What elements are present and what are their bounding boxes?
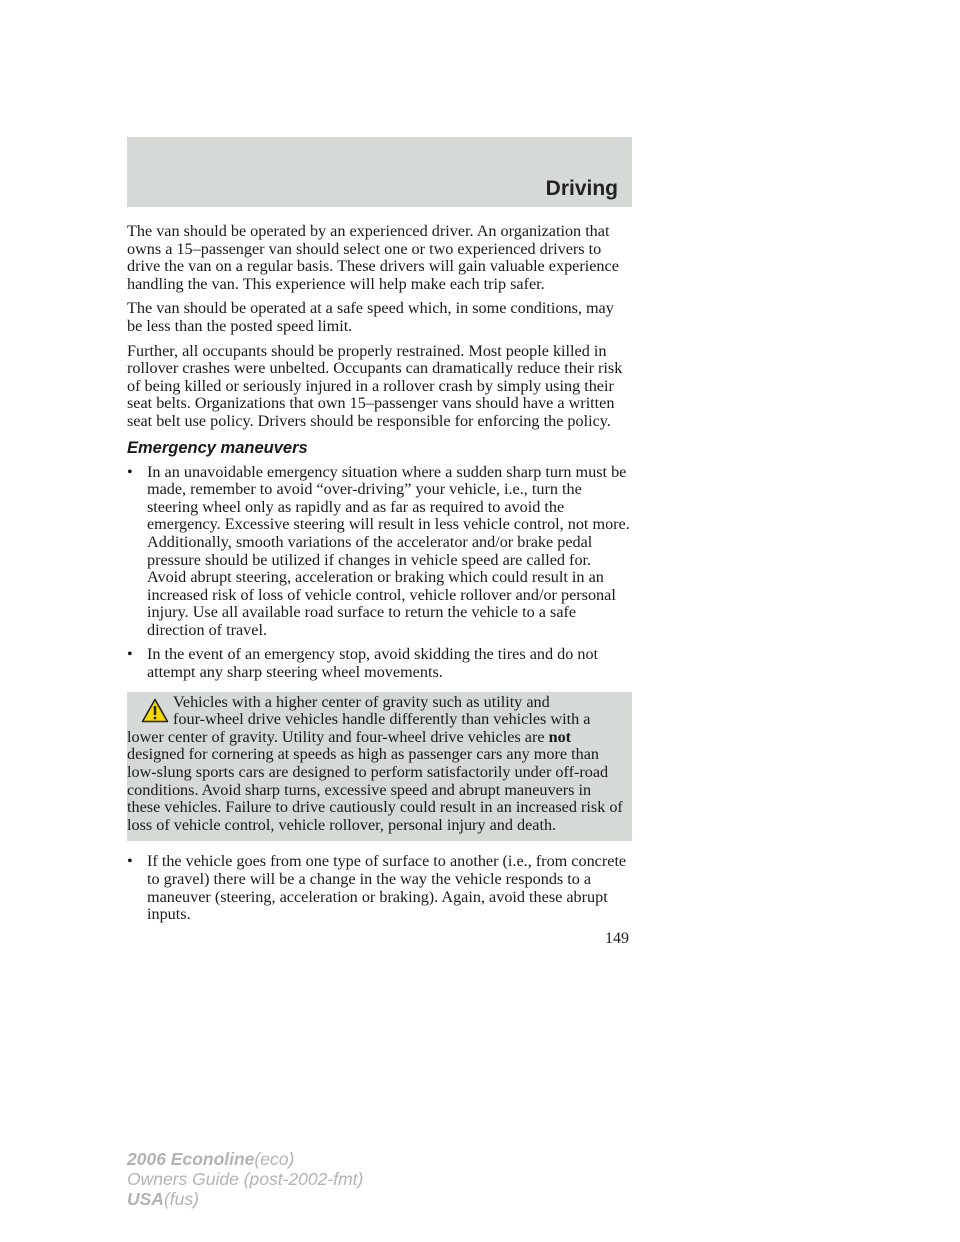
warning-text-part: designed for cornering at speeds as high as passenger cars any more than low-slung sports cars are designed to perform satisfactorily under off-road conditions. Avoid sharp turns, excessive speed and abrupt maneuvers in these vehicles. Failure to drive cautiously could result in an increased risk of loss of vehicle control, vehicle rollover, personal injury and death.	[127, 745, 623, 834]
warning-emphasis: not	[548, 727, 572, 746]
paragraph: Further, all occupants should be properly restrained. Most people killed in rollover crashes were unbelted. Occupants can dramatically reduce their risk of being killed or seriously injured in a rollover crash by simply using their seat belts. Organizations that own 15–passenger vans should have a written seat belt use policy. Drivers should be responsible for enforcing the policy.	[127, 341, 623, 430]
list-item	[127, 464, 632, 640]
page-content	[127, 223, 632, 931]
section-header-band	[127, 137, 632, 207]
section-title: Driving	[545, 177, 618, 200]
bullet-icon: •	[127, 462, 133, 481]
list-item	[127, 646, 632, 681]
list-item	[127, 853, 632, 923]
footer-market: USA	[127, 1189, 164, 1209]
list-item-text: If the vehicle goes from one type of surface to another (i.e., from concrete to gravel) there will be a change in the way the vehicle responds to a maneuver (steering, acceleration or braking). Again, avoid these abrupt inputs.	[147, 852, 627, 924]
warning-text-part: lower center of gravity. Utility and four-wheel drive vehicles are	[127, 727, 545, 746]
bullet-icon: •	[127, 645, 133, 664]
list-item-text: In an unavoidable emergency situation where a sudden sharp turn must be made, remember to avoid “over-driving” your vehicle, i.e., turn the steering wheel only as rapidly and as far as required to avoid the emergency. Excessive steering will result in less vehicle control, not more. Additionally, smooth variations of the accelerator and/or brake pedal pressure should be utilized if changes in vehicle speed are called for. Avoid abrupt steering, acceleration or braking which could result in an increased risk of loss of vehicle control, vehicle rollover and/or personal injury. Use all available road surface to return the vehicle to a safe direction of travel.	[147, 462, 630, 639]
footer	[127, 1149, 363, 1209]
warning-line: Vehicles with a higher center of gravity such as utility and	[173, 692, 550, 711]
bullet-icon: •	[127, 852, 133, 871]
list-item-text: In the event of an emergency stop, avoid skidding the tires and do not attempt any sharp steering wheel movements.	[147, 645, 599, 682]
footer-model: 2006 Econoline	[127, 1149, 255, 1169]
page-number: 149	[605, 930, 629, 947]
section-heading: Emergency maneuvers	[127, 438, 308, 457]
paragraph: The van should be operated by an experienced driver. An organization that owns a 15–passenger van should select one or two experienced drivers to drive the van on a regular basis. These drivers will gain valuable experience handling the van. This experience will help make each trip safer.	[127, 222, 619, 293]
footer-line-3	[127, 1189, 363, 1209]
footer-line-2: Owners Guide (post-2002-fmt)	[127, 1169, 364, 1189]
warning-box	[127, 692, 632, 842]
footer-line-1	[127, 1149, 363, 1169]
warning-line: four-wheel drive vehicles handle differently than vehicles with a	[173, 710, 591, 729]
footer-model-code: (eco)	[254, 1149, 295, 1169]
warning-triangle-icon	[141, 698, 169, 723]
paragraph: The van should be operated at a safe speed which, in some conditions, may be less than the posted speed limit.	[127, 299, 614, 335]
warning-text	[127, 729, 626, 835]
footer-market-code: (fus)	[163, 1189, 199, 1209]
